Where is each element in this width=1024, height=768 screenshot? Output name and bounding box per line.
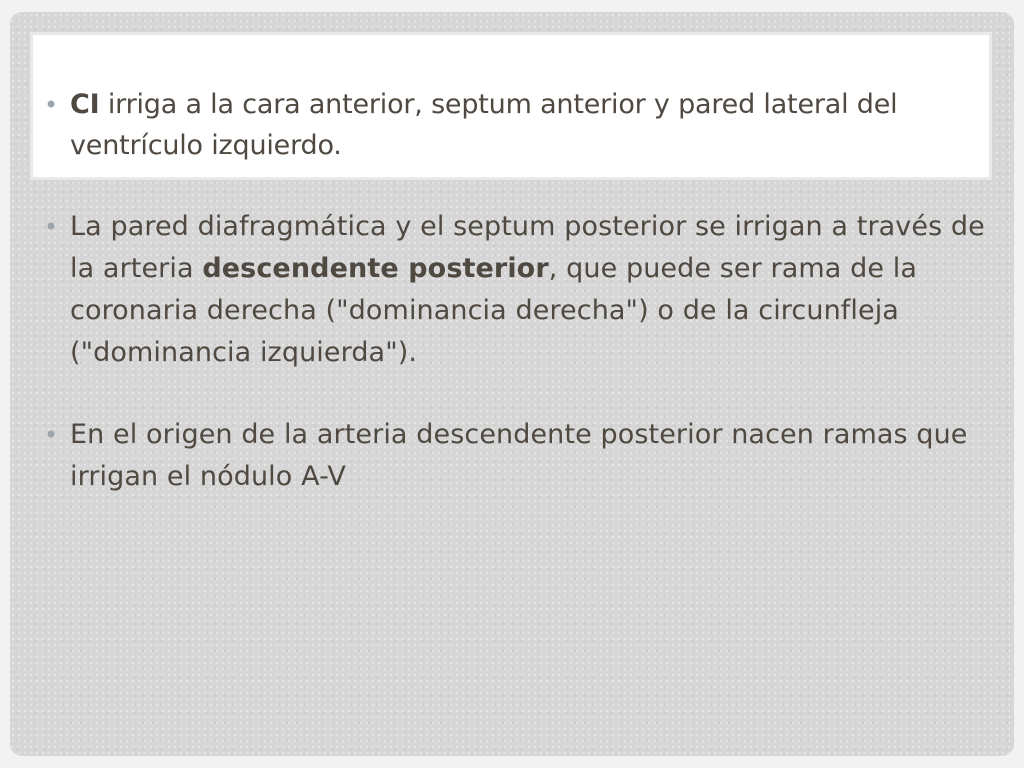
bullet-dot-icon: •: [44, 91, 58, 119]
bullet-dot-icon: •: [44, 421, 59, 449]
bullet-dot-icon: •: [44, 213, 59, 241]
bullet-text-before: La pared diafragmática y el septum posterior se irrigan a través de la arteria: [70, 211, 985, 284]
bullet-list: [40, 84, 985, 498]
bullet-item-av-node: [40, 414, 985, 498]
bullet-text-ci: irriga a la cara anterior, septum anterior y pared lateral del ventrículo izquierdo.: [70, 89, 898, 161]
bullet-text-after: , que puede ser rama de la coronaria derecha ("dominancia derecha") o de la circunfleja ("dominancia izquierda").: [70, 253, 917, 368]
slide: [10, 12, 1014, 756]
bullet-text-av-node: En el origen de la arteria descendente posterior nacen ramas que irrigan el nódulo A-V: [70, 419, 968, 492]
bullet-item-diaphragmatic-wall: [40, 206, 985, 374]
bold-term-ci: CI: [70, 89, 100, 120]
bold-term-descendente-posterior: descendente posterior: [202, 253, 549, 284]
bullet-item-ci: [40, 84, 985, 166]
